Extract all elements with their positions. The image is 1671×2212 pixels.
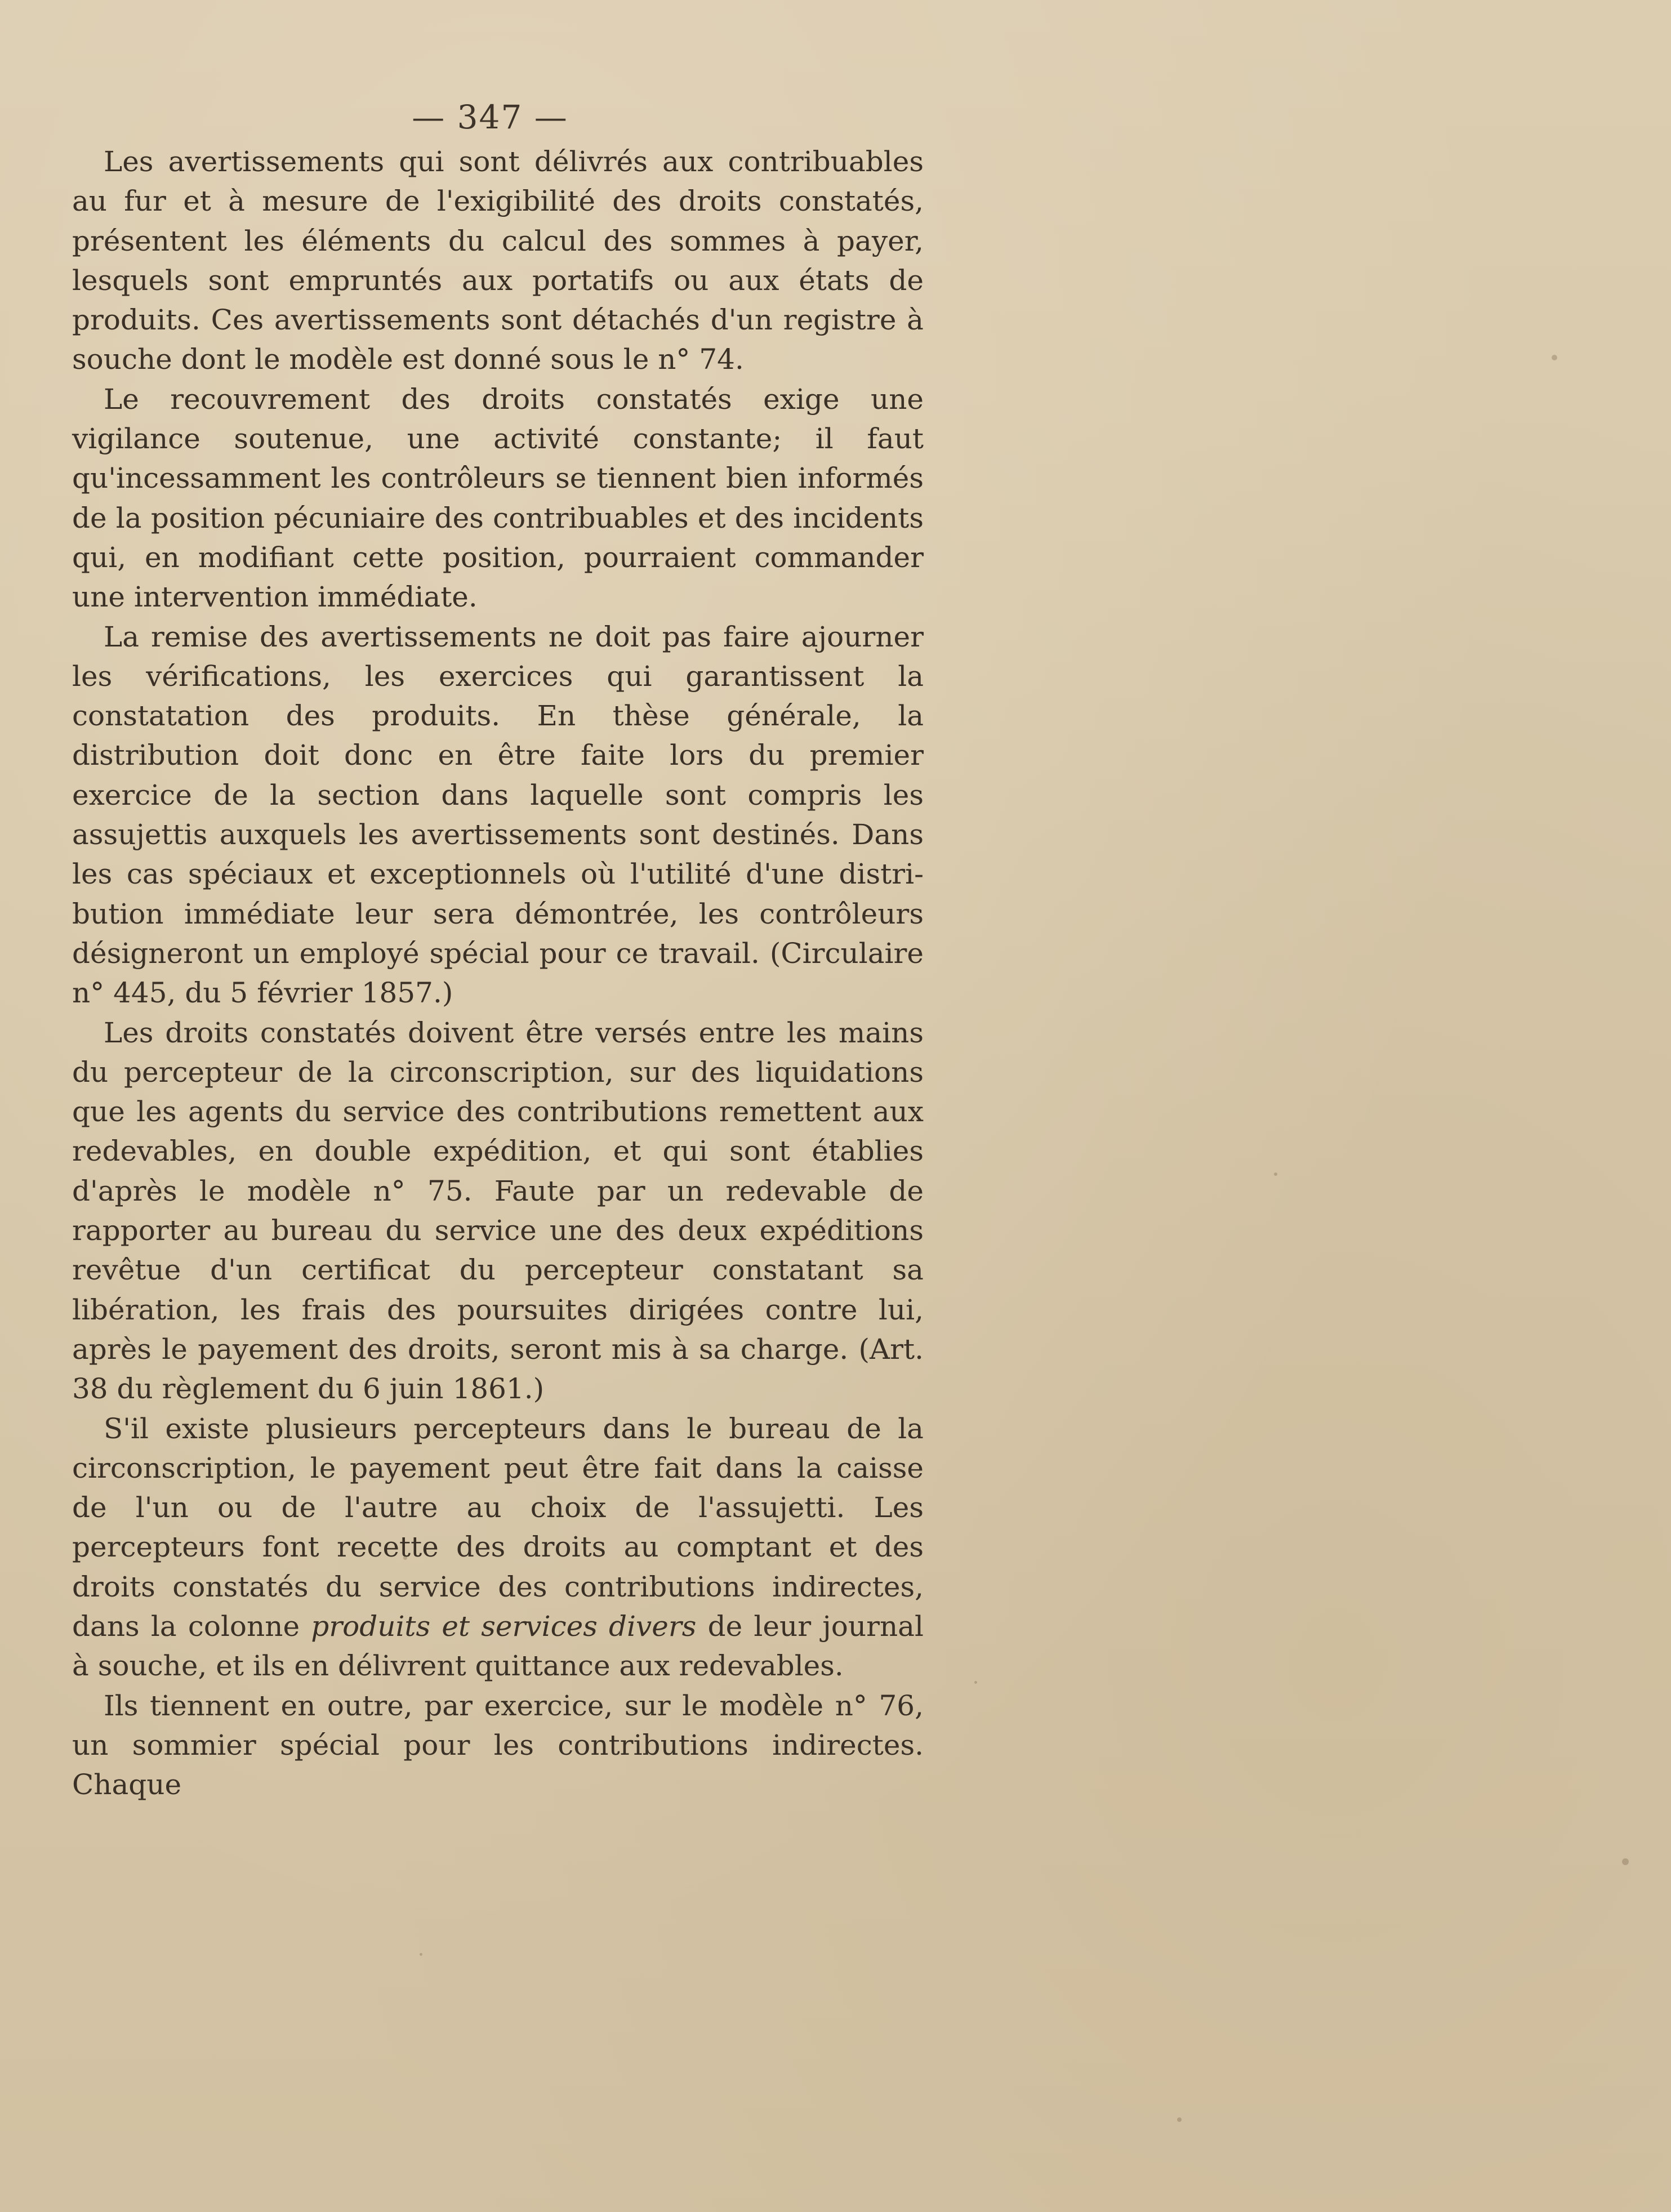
paper-speck: [420, 1953, 422, 1956]
paragraph-droits-constates: Les droits constatés doivent être versés entre les mains du percepteur de la circonscription, sur des liquidations que les agents du service des contributions remettent aux redevables, en double expédition, et qui sont établies d'après le modèle n° 75. Faute par un redevable de rapporter au bureau du service une des deux expéditions revêtue d'un certificat du percepteur constatant sa libération, les frais des poursuites dirigées contre lui, après le payement des droits, seront mis à sa charge. (Art. 38 du règlement du 6 juin 1861.): [72, 1016, 924, 1406]
paper-speck: [1622, 1858, 1629, 1865]
page-number: — 347 —: [412, 98, 568, 136]
paper-speck: [403, 1556, 407, 1560]
paragraph-remise: La remise des avertissements ne doit pas faire ajourner les vérifications, les exercices qui garantissent la constatation des produits. En thèse générale, la distribution doit donc en être faite lors du premier exercice de la section dans laquelle sont compris les assujettis auxquels les avertissements sont destinés. Dans les cas spéciaux et exceptionnels où l'utilité d'une distribution immédiate leur sera démontrée, les contrôleurs désigneront un employé spécial pour ce travail. (Circulaire n° 445, du 5 février 1857.): [72, 620, 924, 1010]
paragraph-percepteurs-start: S'il existe plusieurs percepteurs dans le bureau de la circonscription, le payement peut être fait dans la caisse de l'un ou de l'autre au choix de l'assujetti. Les percepteurs font recette des droits au comptant et des droits constatés du service des contributions indirectes, dans la colonne: [72, 1412, 924, 1643]
body-text: [72, 142, 924, 1804]
paragraph-percepteurs-italic: produits et services divers: [311, 1609, 697, 1643]
paragraph-sommier: Ils tiennent en outre, par exercice, sur le modèle n° 76, un sommier spécial pour les contributions indirectes. Chaque: [72, 1689, 924, 1801]
paper-speck: [974, 1681, 977, 1684]
paper-speck: [1552, 355, 1557, 360]
paragraph-avertissements: Les avertissements qui sont délivrés aux contribuables au fur et à mesure de l'exigibilité des droits constatés, présentent les éléments du calcul des sommes à payer, lesquels sont empruntés aux portatifs ou aux états de produits. Ces avertissements sont détachés d'un registre à souche dont le modèle est donné sous le n° 74.: [72, 145, 924, 376]
paragraph-recouvrement: Le recouvrement des droits constatés exige une vigilance soutenue, une activité constante; il faut qu'incessamment les contrôleurs se tiennent bien informés de la position pécuniaire des contribuables et des incidents qui, en modifiant cette position, pourraient commander une intervention immédiate.: [72, 382, 924, 614]
paper-speck: [1274, 1172, 1277, 1176]
paragraph-percepteurs-end: de leur journal à souche, et ils en délivrent quittance aux redevables.: [72, 1609, 924, 1683]
paragraph-percepteurs: [72, 1409, 924, 1686]
paper-speck: [1177, 2117, 1182, 2122]
